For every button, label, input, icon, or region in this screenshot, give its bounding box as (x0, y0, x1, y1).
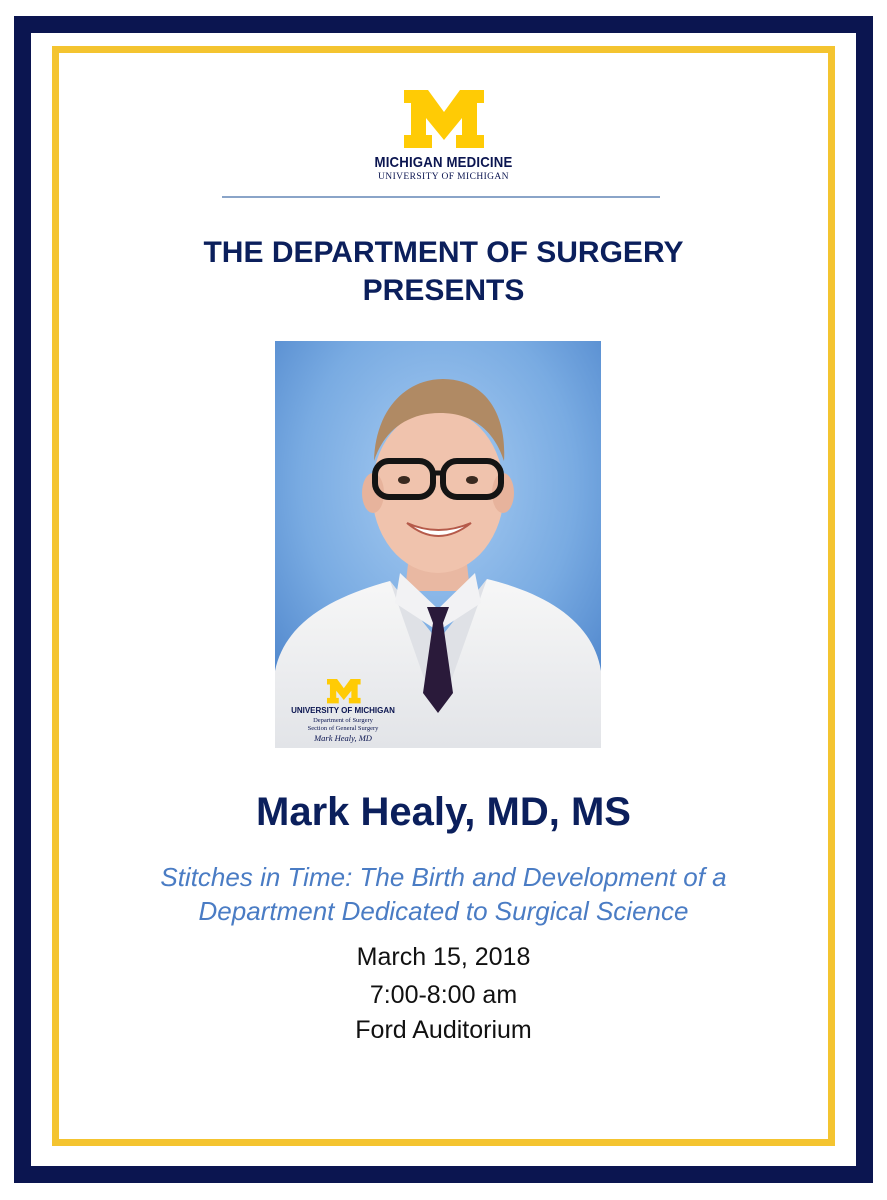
speaker-photo (275, 341, 601, 748)
org-name: MICHIGAN MEDICINE (374, 154, 513, 171)
page-heading (0, 234, 887, 310)
heading-line-1: THE DEPARTMENT OF SURGERY (203, 236, 684, 269)
divider-line (222, 196, 660, 198)
coat-text-3: Section of General Surgery (307, 725, 379, 732)
coat-text-1: UNIVERSITY OF MICHIGAN (291, 706, 395, 715)
talk-title-line-2: Department Dedicated to Surgical Science (198, 896, 689, 926)
org-subtitle: UNIVERSITY OF MICHIGAN (378, 172, 509, 182)
heading-line-2: PRESENTS (362, 274, 525, 307)
michigan-medicine-logo (0, 90, 887, 182)
talk-title (80, 860, 807, 928)
talk-title-line-1: Stitches in Time: The Birth and Development of a (160, 862, 727, 892)
speaker-name: Mark Healy, MD, MS (256, 790, 631, 834)
speaker-portrait-illustration (275, 341, 601, 748)
event-location: Ford Auditorium (355, 1016, 532, 1044)
event-date: March 15, 2018 (356, 943, 531, 971)
block-m-logo-icon (404, 90, 484, 148)
coat-text-2: Department of Surgery (313, 717, 373, 724)
coat-text-4: Mark Healy, MD (314, 733, 372, 743)
event-time: 7:00-8:00 am (369, 981, 518, 1009)
